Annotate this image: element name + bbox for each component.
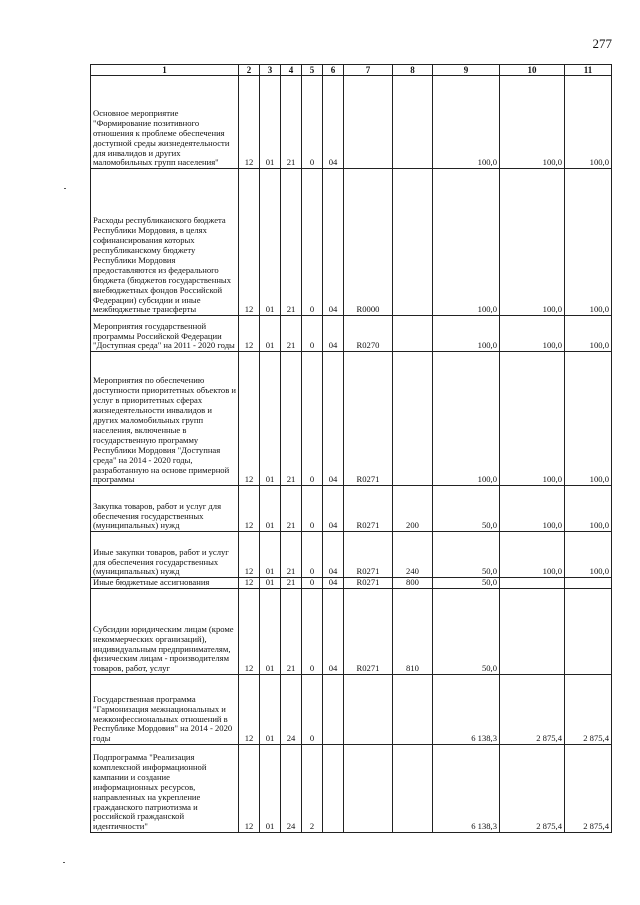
budget-table	[90, 64, 612, 833]
col-5: 0	[302, 578, 323, 589]
col-10-sum: 2 875,4	[500, 745, 565, 833]
table-row	[91, 589, 612, 675]
col-5: 0	[302, 589, 323, 675]
col-header: 8	[393, 65, 433, 76]
col-3: 01	[260, 169, 281, 316]
row-name: Подпрограмма "Реализация комплексной информационной кампании и создание информационных ресурсов, направленных на укрепление гражданского патриотизма и российской гражданской идентичности"	[91, 745, 239, 833]
header-row	[91, 65, 612, 76]
table-row	[91, 169, 612, 316]
table-row	[91, 532, 612, 578]
col-9-sum: 100,0	[433, 352, 500, 486]
col-header: 4	[281, 65, 302, 76]
col-11-sum: 100,0	[565, 169, 612, 316]
col-6: 04	[323, 76, 344, 169]
col-10-sum: 100,0	[500, 352, 565, 486]
table-row	[91, 578, 612, 589]
col-header: 11	[565, 65, 612, 76]
scan-speck	[64, 188, 66, 189]
col-header: 2	[239, 65, 260, 76]
row-name: Основное мероприятие "Формирование позитивного отношения к проблеме обеспечения доступной среды жизнедеятельности для инвалидов и других маломобильных групп населения"	[91, 76, 239, 169]
col-header: 9	[433, 65, 500, 76]
col-2: 12	[239, 532, 260, 578]
col-3: 01	[260, 486, 281, 532]
col-9-sum: 100,0	[433, 76, 500, 169]
col-7-target	[344, 675, 393, 745]
col-8-type: 810	[393, 589, 433, 675]
col-8-type	[393, 169, 433, 316]
col-8-type	[393, 675, 433, 745]
col-3: 01	[260, 745, 281, 833]
row-name: Иные бюджетные ассигнования	[91, 578, 239, 589]
row-name: Мероприятия государственной программы Российской Федерации "Доступная среда" на 2011 - 2020 годы	[91, 316, 239, 352]
col-8-type: 200	[393, 486, 433, 532]
table-row	[91, 745, 612, 833]
table-row	[91, 486, 612, 532]
col-5: 0	[302, 169, 323, 316]
col-2: 12	[239, 675, 260, 745]
col-10-sum: 100,0	[500, 76, 565, 169]
col-4: 21	[281, 589, 302, 675]
row-name: Субсидии юридическим лицам (кроме некоммерческих организаций), индивидуальным предпринимателям, физическим лицам - производителям товаров, работ, услуг	[91, 589, 239, 675]
col-6	[323, 675, 344, 745]
col-8-type	[393, 352, 433, 486]
col-5: 0	[302, 352, 323, 486]
col-5: 0	[302, 486, 323, 532]
col-8-type: 800	[393, 578, 433, 589]
col-11-sum	[565, 578, 612, 589]
col-3: 01	[260, 76, 281, 169]
col-5: 0	[302, 675, 323, 745]
col-2: 12	[239, 352, 260, 486]
col-4: 21	[281, 486, 302, 532]
col-9-sum: 50,0	[433, 532, 500, 578]
col-5: 0	[302, 76, 323, 169]
col-6: 04	[323, 589, 344, 675]
col-6: 04	[323, 352, 344, 486]
col-3: 01	[260, 352, 281, 486]
col-2: 12	[239, 589, 260, 675]
col-9-sum: 50,0	[433, 486, 500, 532]
col-7-target: R0271	[344, 486, 393, 532]
col-11-sum: 100,0	[565, 486, 612, 532]
col-3: 01	[260, 316, 281, 352]
col-4: 21	[281, 169, 302, 316]
col-10-sum	[500, 578, 565, 589]
col-9-sum: 6 138,3	[433, 675, 500, 745]
col-3: 01	[260, 675, 281, 745]
col-8-type	[393, 316, 433, 352]
table-row	[91, 76, 612, 169]
col-header: 7	[344, 65, 393, 76]
col-10-sum: 2 875,4	[500, 675, 565, 745]
col-5: 0	[302, 316, 323, 352]
col-3: 01	[260, 532, 281, 578]
col-4: 21	[281, 352, 302, 486]
col-9-sum: 6 138,3	[433, 745, 500, 833]
col-7-target	[344, 76, 393, 169]
col-11-sum: 2 875,4	[565, 745, 612, 833]
col-7-target: R0000	[344, 169, 393, 316]
row-name: Государственная программа "Гармонизация межнациональных и межконфессиональных отношений в Республике Мордовия" на 2014 - 2020 годы	[91, 675, 239, 745]
col-10-sum	[500, 589, 565, 675]
col-9-sum: 50,0	[433, 578, 500, 589]
row-name: Мероприятия по обеспечению доступности приоритетных объектов и услуг в приоритетных сферах жизнедеятельности инвалидов и других маломобильных групп населения, включенные в государственную программу Республики Мордовия "Доступная среда" на 2014 - 2020 годы, разработанную на основе примерной программы	[91, 352, 239, 486]
col-6: 04	[323, 578, 344, 589]
row-name: Закупка товаров, работ и услуг для обеспечения государственных (муниципальных) нужд	[91, 486, 239, 532]
col-2: 12	[239, 578, 260, 589]
col-11-sum: 100,0	[565, 76, 612, 169]
col-2: 12	[239, 169, 260, 316]
col-header: 10	[500, 65, 565, 76]
col-header: 3	[260, 65, 281, 76]
col-7-target	[344, 745, 393, 833]
col-6: 04	[323, 486, 344, 532]
col-10-sum: 100,0	[500, 316, 565, 352]
col-9-sum: 100,0	[433, 316, 500, 352]
col-6: 04	[323, 169, 344, 316]
col-6: 04	[323, 316, 344, 352]
col-7-target: R0271	[344, 578, 393, 589]
col-8-type	[393, 76, 433, 169]
col-11-sum	[565, 589, 612, 675]
col-10-sum: 100,0	[500, 169, 565, 316]
col-5: 0	[302, 532, 323, 578]
col-8-type	[393, 745, 433, 833]
page-number: 277	[592, 36, 612, 51]
col-7-target: R0270	[344, 316, 393, 352]
col-11-sum: 100,0	[565, 316, 612, 352]
scan-speck	[63, 862, 65, 863]
col-11-sum: 2 875,4	[565, 675, 612, 745]
col-3: 01	[260, 578, 281, 589]
col-4: 24	[281, 675, 302, 745]
row-name: Расходы республиканского бюджета Республики Мордовия, в целях софинансирования которых республиканскому бюджету Республики Мордовия предоставляются из федерального бюджета (бюджетов государственных внебюджетных фондов Российской Федерации) субсидии и иные межбюджетные трансферты	[91, 169, 239, 316]
col-4: 24	[281, 745, 302, 833]
col-9-sum: 50,0	[433, 589, 500, 675]
col-10-sum: 100,0	[500, 486, 565, 532]
col-2: 12	[239, 745, 260, 833]
col-2: 12	[239, 316, 260, 352]
col-10-sum: 100,0	[500, 532, 565, 578]
col-7-target: R0271	[344, 352, 393, 486]
col-header: 6	[323, 65, 344, 76]
col-6: 04	[323, 532, 344, 578]
col-9-sum: 100,0	[433, 169, 500, 316]
col-5: 2	[302, 745, 323, 833]
row-name: Иные закупки товаров, работ и услуг для обеспечения государственных (муниципальных) нужд	[91, 532, 239, 578]
col-7-target: R0271	[344, 589, 393, 675]
col-header: 1	[91, 65, 239, 76]
table-row	[91, 352, 612, 486]
col-2: 12	[239, 486, 260, 532]
col-2: 12	[239, 76, 260, 169]
table-row	[91, 675, 612, 745]
col-4: 21	[281, 316, 302, 352]
col-7-target: R0271	[344, 532, 393, 578]
table-row	[91, 316, 612, 352]
col-8-type: 240	[393, 532, 433, 578]
col-11-sum: 100,0	[565, 532, 612, 578]
col-6	[323, 745, 344, 833]
col-4: 21	[281, 578, 302, 589]
col-4: 21	[281, 76, 302, 169]
col-11-sum: 100,0	[565, 352, 612, 486]
col-3: 01	[260, 589, 281, 675]
col-4: 21	[281, 532, 302, 578]
col-header: 5	[302, 65, 323, 76]
